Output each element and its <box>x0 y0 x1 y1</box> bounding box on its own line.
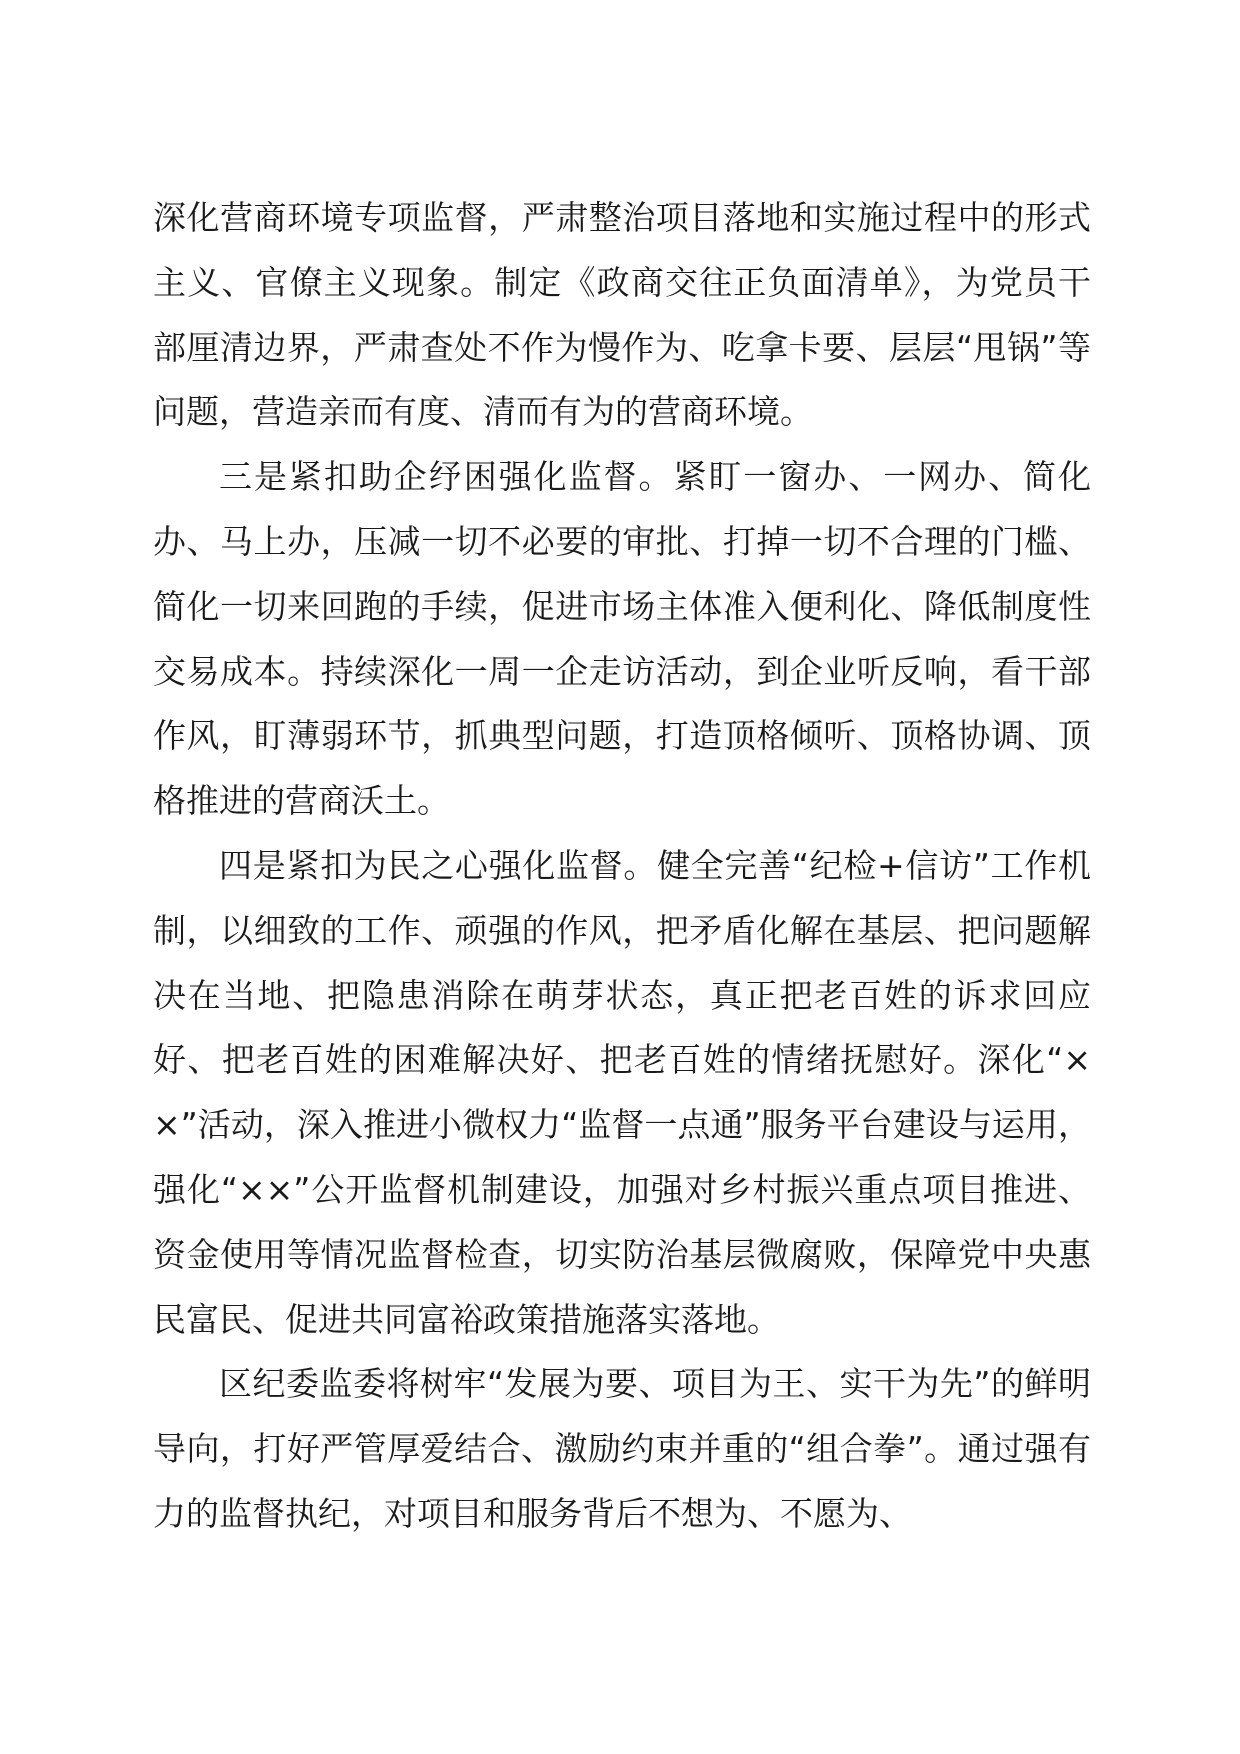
paragraph-conclusion: 区纪委监委将树牢“发展为要、项目为王、实干为先”的鲜明导向，打好严管厚爱结合、激励约束并重的“组合拳”。通过强有力的监督执纪，对项目和服务背后不想为、不愿为、 <box>153 1364 1091 1533</box>
paragraph-point-four: 四是紧扣为民之心强化监督。健全完善“纪检+信访”工作机制，以细致的工作、顽强的作风，把矛盾化解在基层、把问题解决在当地、把隐患消除在萌芽状态，真正把老百姓的诉求回应好、把老百姓的困难解决好、把老百姓的情绪抚慰好。深化“××”活动，深入推进小微权力“监督一点通”服务平台建设与运用，强化“××”公开监督机制建设，加强对乡村振兴重点项目推进、资金使用等情况监督检查，切实防治基层微腐败，保障党中央惠民富民、促进共同富裕政策措施落实落地。 <box>153 845 1091 1339</box>
document-body <box>153 186 1091 1547</box>
paragraph-point-three: 三是紧扣助企纾困强化监督。紧盯一窗办、一网办、简化办、马上办，压减一切不必要的审批、打掉一切不合理的门槛、简化一切来回跑的手续，促进市场主体准入便利化、降低制度性交易成本。持续深化一周一企走访活动，到企业听反响，看干部作风，盯薄弱环节，抓典型问题，打造顶格倾听、顶格协调、顶格推进的营商沃土。 <box>153 457 1091 821</box>
paragraph-continuation: 深化营商环境专项监督，严肃整治项目落地和实施过程中的形式主义、官僚主义现象。制定《政商交往正负面清单》，为党员干部厘清边界，严肃查处不作为慢作为、吃拿卡要、层层“甩锅”等问题，营造亲而有度、清而有为的营商环境。 <box>153 198 1091 432</box>
